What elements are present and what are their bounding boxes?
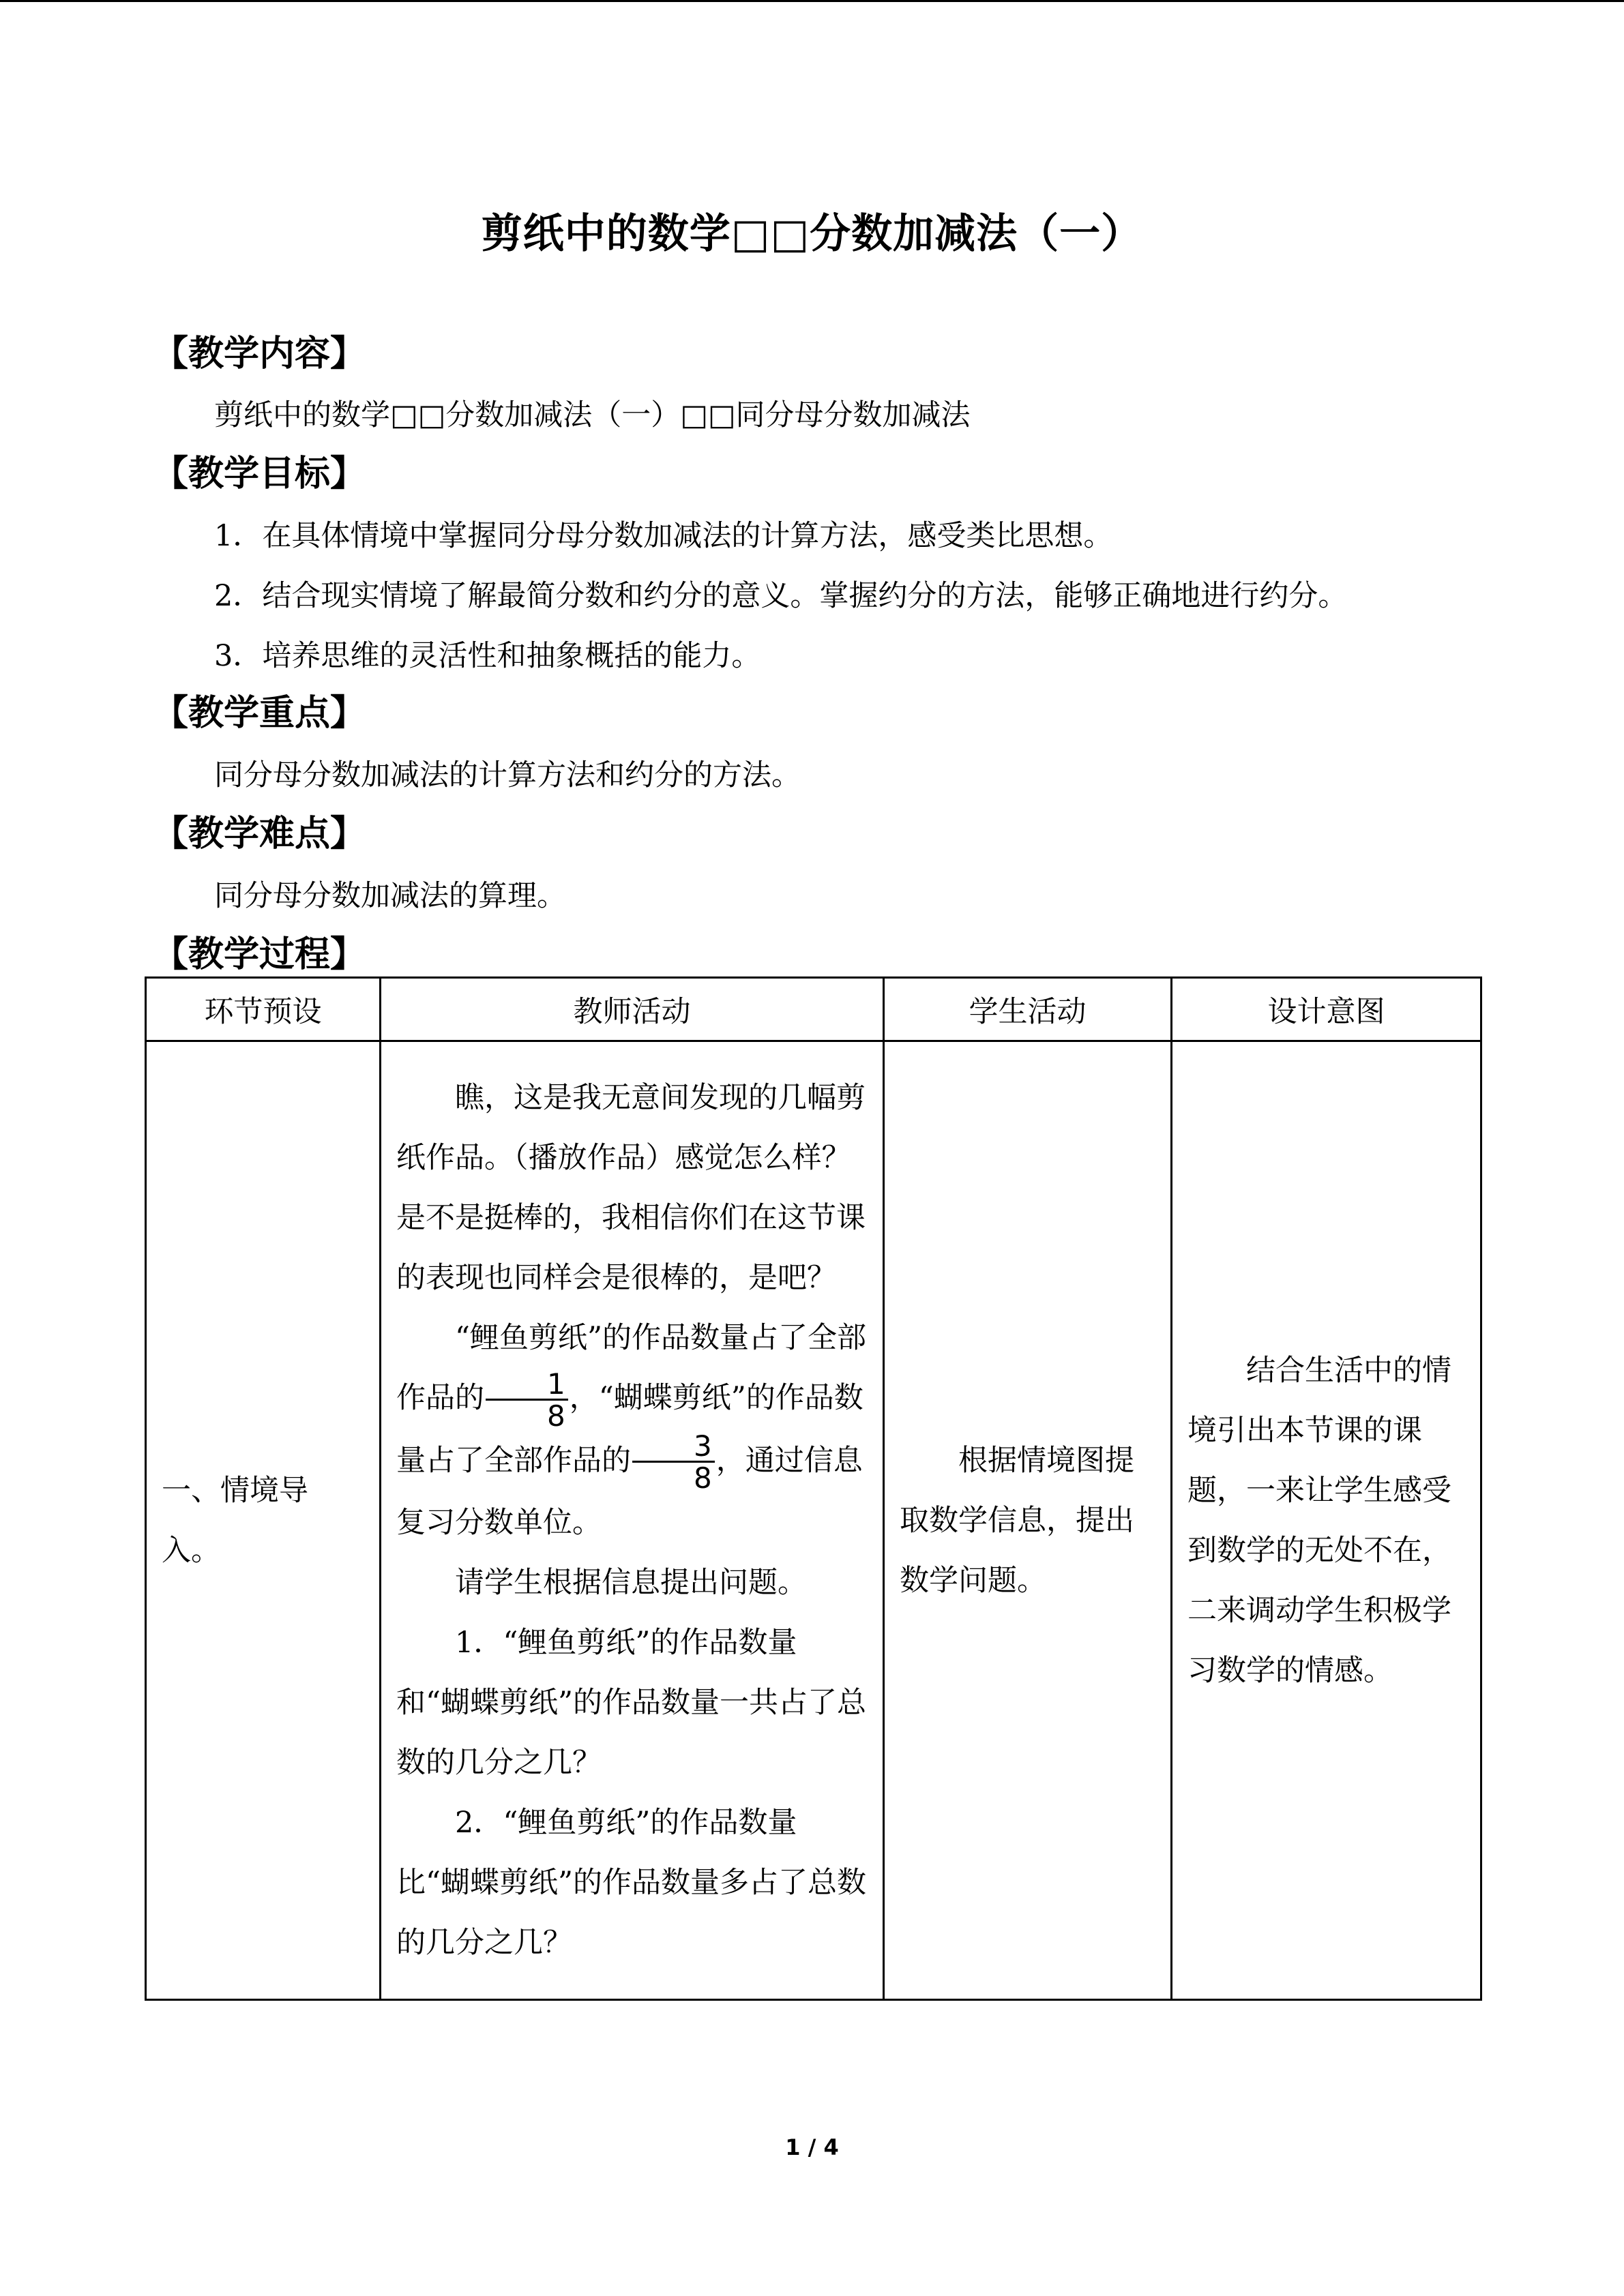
teacher-para-1: 瞧，这是我无意间发现的几幅剪纸作品。（播放作品）感觉怎么样？是不是挺棒的，我相信你们在这节课的表现也同样会是很棒的，是吧？ [396,1081,866,1295]
teacher-para-2-part-a: “鲤鱼剪纸”的作品数量占了全部作品的 [396,1321,866,1415]
intent-text: 结合生活中的情境引出本节课的课题，一来让学生感受到数学的无处不在，二来调动学生积极学习数学的情感。 [1187,1353,1451,1688]
fraction-2-denominator: 8 [694,1461,712,1495]
cell-intent [1172,1041,1481,2000]
teacher-para-5: 2．“鲤鱼剪纸”的作品数量比“蝴蝶剪纸”的作品数量多占了总数的几分之几？ [396,1806,866,1960]
fraction-1-denominator: 8 [547,1399,565,1433]
table-row [146,1041,1481,2000]
heading-difficulty: 【教学难点】 [153,814,366,854]
cell-teacher [381,1041,884,2000]
fraction-1-numerator: 1 [486,1370,568,1401]
goal-item-1: 1．在具体情境中掌握同分母分数加减法的计算方法，感受类比思想。 [214,519,1113,553]
page-title: 剪纸中的数学□□分数加减法（一） [481,210,1143,258]
goal-item-3: 3．培养思维的灵活性和抽象概括的能力。 [214,639,761,673]
heading-content: 【教学内容】 [153,333,366,374]
fraction-2-numerator: 3 [632,1432,715,1463]
header-stage: 环节预设 [146,978,381,1041]
content-text: 剪纸中的数学□□分数加减法（一）□□同分母分数加减法 [214,398,971,432]
heading-goals: 【教学目标】 [153,453,366,494]
fraction-three-eighths [632,1429,715,1495]
header-student: 学生活动 [884,978,1172,1041]
page-number: 1 / 4 [785,2134,839,2160]
process-table [145,976,1482,2001]
goal-item-2: 2．结合现实情境了解最简分数和约分的意义。掌握约分的方法，能够正确地进行约分。 [214,579,1348,613]
top-rule [0,0,1624,2]
cell-stage: 一、情境导入。 [146,1041,381,2000]
student-text: 根据情境图提取数学信息，提出数学问题。 [900,1443,1134,1598]
fraction-one-eighth [486,1367,568,1433]
cell-student [884,1041,1172,2000]
header-teacher: 教师活动 [381,978,884,1041]
teacher-para-2-part-b: ，“蝴蝶剪纸”的作品数量占了全部作品的 [396,1381,863,1478]
heading-key: 【教学重点】 [153,693,366,734]
key-text: 同分母分数加减法的计算方法和约分的方法。 [214,758,801,792]
heading-process: 【教学过程】 [153,934,366,975]
teacher-para-3: 请学生根据信息提出问题。 [455,1566,807,1600]
difficulty-text: 同分母分数加减法的算理。 [214,879,566,913]
teacher-para-2 [396,1308,868,1553]
teacher-para-2-part-c: ，通过信息复习分数单位。 [396,1443,863,1540]
header-intent: 设计意图 [1172,978,1481,1041]
table-header-row [146,978,1481,1041]
teacher-para-4: 1．“鲤鱼剪纸”的作品数量和“蝴蝶剪纸”的作品数量一共占了总数的几分之几？ [396,1626,866,1780]
